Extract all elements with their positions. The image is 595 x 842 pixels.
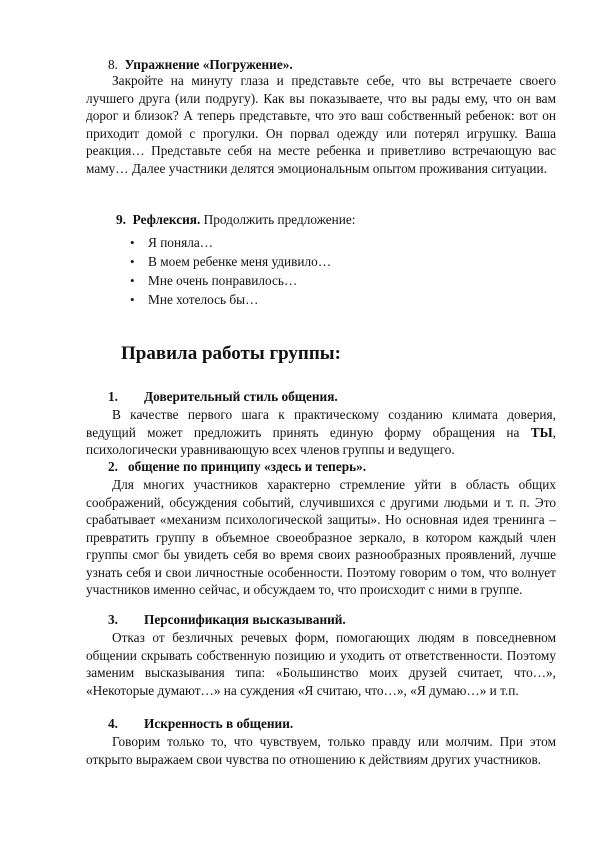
section-8-body: Закройте на минуту глаза и представьте себе, что вы встречаете своего лучшего друга (или подругу). Как вы показываете, что вы рады ему, что он вам дорог и близок? А теперь представьте, что это ваш собственный ребенок: вот он приходит домой с прогулки. Он порвал одежду или потерял игрушку. Ваша реакция… Представьте себя на месте ребенка и приветливо встречающую вас маму… Далее участники делятся эмоциональным опытом проживания ситуации. — [86, 73, 556, 176]
section-8-number: 8. — [108, 57, 118, 72]
rule-4-body: Говорим только то, что чувствуем, только правду или молчим. При этом открыто выражаем свои чувства по отношению к действиям других участников. — [86, 734, 556, 767]
section-8-title: Упражнение «Погружение». — [124, 57, 293, 72]
section-9-number: 9. — [116, 212, 126, 227]
bullet-icon: • — [130, 235, 135, 250]
section-9-title: Рефлексия. — [132, 212, 201, 227]
rule-2-body: Для многих участников характерно стремление уйти в область общих соображений, обсуждения событий, случившихся с другими людьми и т. п. Это срабатывает «механизм психологической защиты». Но основная идея тренинга – превратить группу в объемное своеобразное зеркало, в котором каждый член группы смог бы увидеть себя во время своих разнообразных проявлений, лучше узнать себя и свои личностные особенности. Поэтому говорим о том, что волнует участников именно сейчас, и обсуждаем то, что происходит с ними в группе. — [86, 477, 556, 597]
section-9-lead: Продолжить предложение: — [200, 212, 356, 227]
rule-4-title: Искренность в общении. — [144, 716, 294, 731]
rule-1-emphasis: ТЫ — [530, 424, 553, 440]
rule-1-number: 1. — [108, 389, 118, 404]
page-heading: Правила работы группы: — [121, 343, 341, 364]
rule-3-body: Отказ от безличных речевых форм, помогающих людям в повседневном общении скрывать собственную позицию и уходить от ответственности. Поэтому заменим высказывания типа: «Большинство моих друзей считает, что…», «Некоторые думают…» на суждения «Я считаю, что…», «Я думаю…» и т.п. — [86, 630, 556, 698]
rule-3-number: 3. — [108, 612, 118, 627]
bullet-icon: • — [130, 254, 135, 269]
list-item — [130, 233, 331, 252]
list-item — [130, 271, 331, 290]
list-item — [130, 252, 331, 271]
section-9-title-line — [116, 211, 355, 229]
rule-1-body-end: , психологически уравнивающую всех членов группы и ведущего. — [86, 424, 556, 457]
rule-4-number: 4. — [108, 716, 118, 731]
bullet-icon: • — [130, 273, 135, 288]
rule-2-title: общение по принципу «здесь и теперь». — [128, 459, 367, 474]
rule-1-title: Доверительный стиль общения. — [144, 389, 338, 404]
reflection-list — [130, 233, 331, 309]
list-item-text: Я поняла… — [148, 235, 214, 250]
section-8-title-line — [108, 56, 293, 74]
rule-3-title: Персонификация высказываний. — [144, 612, 346, 627]
rule-1-body-text: В качестве первого шага к практическому созданию климата доверия, ведущий может предложить принять единую форму обращения на — [86, 407, 556, 440]
list-item-text: Мне хотелось бы… — [148, 292, 259, 307]
rule-1-body — [86, 406, 556, 459]
list-item-text: В моем ребенке меня удивило… — [148, 254, 332, 269]
list-item — [130, 290, 331, 309]
bullet-icon: • — [130, 292, 135, 307]
rule-2-number: 2. — [108, 459, 118, 474]
list-item-text: Мне очень понравилось… — [148, 273, 298, 288]
